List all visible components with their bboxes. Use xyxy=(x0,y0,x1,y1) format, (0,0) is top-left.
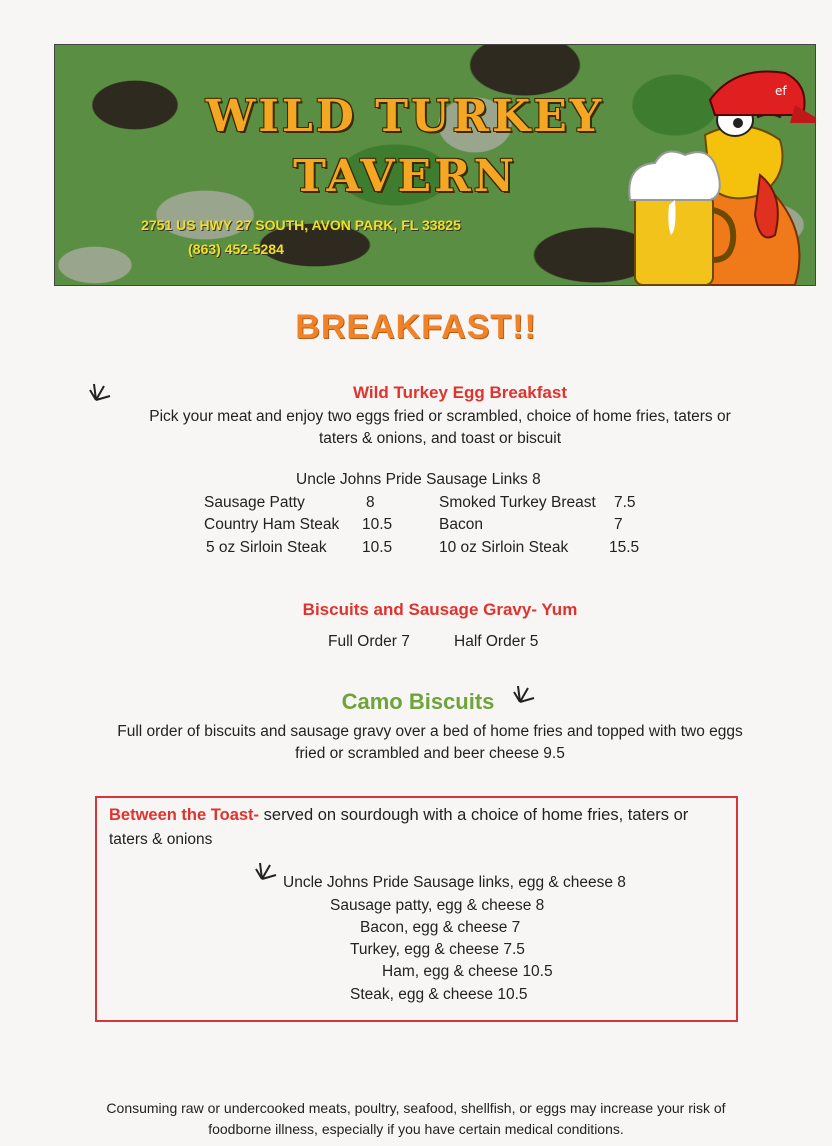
half-order-price: Half Order 5 xyxy=(454,633,539,650)
banner-address: 2751 US HWY 27 SOUTH, AVON PARK, FL 33825 xyxy=(141,217,461,233)
between-toast-desc-line1: served on sourdough with a choice of home fries, taters or xyxy=(263,806,689,824)
camo-biscuits-desc-line2: fried or scrambled and beer cheese 9.5 xyxy=(295,745,565,762)
full-order-price: Full Order 7 xyxy=(328,633,410,650)
svg-text:ef: ef xyxy=(775,84,787,98)
turkey-track-icon xyxy=(512,680,538,704)
turkey-mascot-icon xyxy=(585,45,815,285)
breakfast-heading: BREAKFAST!! xyxy=(295,308,537,346)
toast-item: Steak, egg & cheese 10.5 xyxy=(350,986,528,1003)
health-disclaimer xyxy=(60,1098,772,1140)
menu-item-name: 5 oz Sirloin Steak xyxy=(206,539,327,556)
toast-item: Turkey, egg & cheese 7.5 xyxy=(350,941,525,958)
menu-item-sausage-links: Uncle Johns Pride Sausage Links 8 xyxy=(296,471,541,488)
menu-item-price: 10.5 xyxy=(362,516,393,533)
disclaimer-line2: foodborne illness, especially if you have certain medical conditions. xyxy=(208,1121,624,1137)
between-toast-heading xyxy=(109,806,688,825)
disclaimer-line1: Consuming raw or undercooked meats, poultry, seafood, shellfish, or eggs may increase your risk of xyxy=(106,1100,726,1116)
menu-item-price: 15.5 xyxy=(609,539,640,556)
toast-item: Uncle Johns Pride Sausage links, egg & cheese 8 xyxy=(283,874,626,891)
menu-item-price: 10.5 xyxy=(362,539,393,556)
egg-breakfast-desc-line2: taters & onions, and toast or biscuit xyxy=(318,430,562,447)
between-toast-desc-line2: taters & onions xyxy=(109,831,213,848)
menu-item-name: Bacon xyxy=(439,516,483,533)
egg-breakfast-desc-line1: Pick your meat and enjoy two eggs fried or scrambled, choice of home fries, taters or xyxy=(149,408,731,425)
menu-item-name: Sausage Patty xyxy=(204,494,305,511)
menu-item-name: Smoked Turkey Breast xyxy=(439,494,596,511)
banner-phone: (863) 452-5284 xyxy=(188,241,284,257)
turkey-track-icon xyxy=(254,857,280,881)
menu-item-name: Country Ham Steak xyxy=(204,516,340,533)
banner-title-line2: TAVERN xyxy=(293,151,517,202)
between-toast-title: Between the Toast- xyxy=(109,806,260,824)
menu-item-price: 7 xyxy=(614,516,623,533)
banner-title-line1: WILD TURKEY xyxy=(205,91,605,142)
toast-item: Sausage patty, egg & cheese 8 xyxy=(330,897,545,914)
header-banner xyxy=(54,44,816,286)
menu-item-price: 8 xyxy=(366,494,375,511)
camo-biscuits-title: Camo Biscuits xyxy=(341,689,495,714)
biscuits-gravy-title: Biscuits and Sausage Gravy- Yum xyxy=(302,600,578,619)
toast-item: Ham, egg & cheese 10.5 xyxy=(382,963,553,980)
menu-item-price: 7.5 xyxy=(614,494,636,511)
camo-biscuits-desc-line1: Full order of biscuits and sausage gravy over a bed of home fries and topped with two eggs xyxy=(117,723,743,740)
toast-item: Bacon, egg & cheese 7 xyxy=(360,919,521,936)
egg-breakfast-title: Wild Turkey Egg Breakfast xyxy=(353,383,567,402)
menu-item-name: 10 oz Sirloin Steak xyxy=(439,539,569,556)
